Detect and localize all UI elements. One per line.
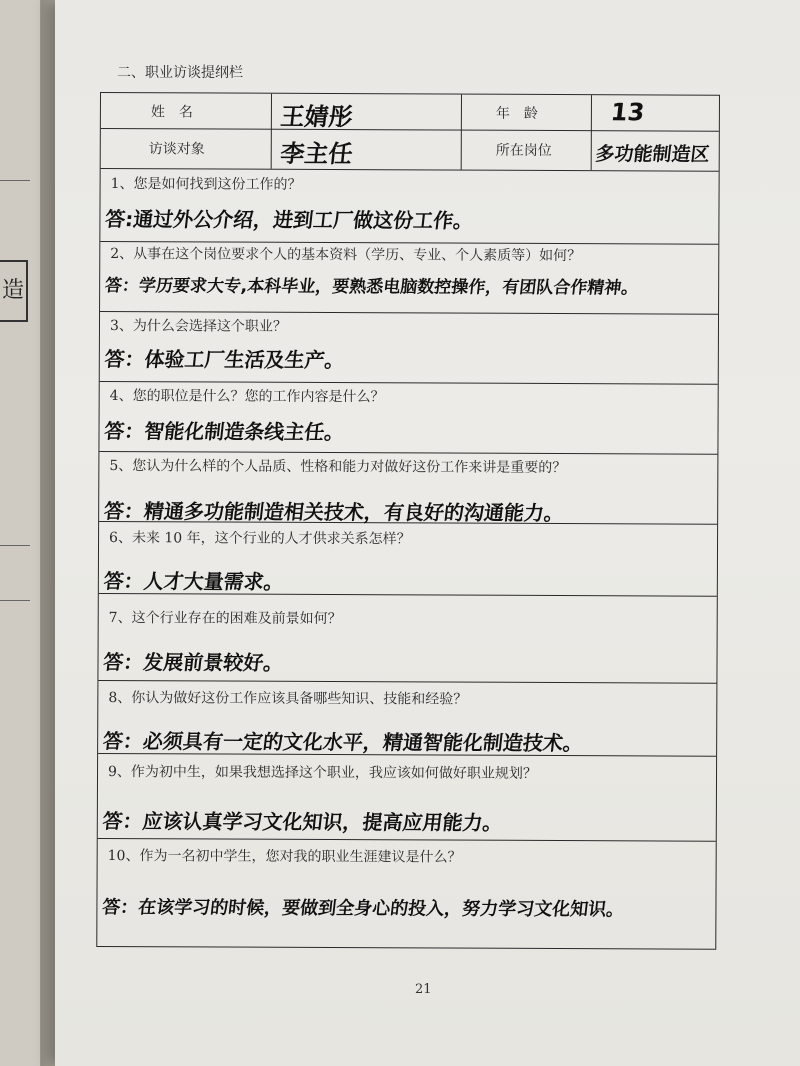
question-1: 1、您是如何找到这份工作的？ bbox=[110, 176, 302, 193]
answer-3[interactable]: 答：体验工厂生活及生产。 bbox=[103, 347, 346, 373]
question-2: 2、从事在这个岗位要求个人的基本资料（学历、专业、个人素质等）如何？ bbox=[110, 246, 582, 265]
answer-7[interactable]: 答：发展前景较好。 bbox=[102, 650, 285, 675]
answer-10[interactable]: 答：在该学习的时候，要做到全身心的投入，努力学习文化知识。 bbox=[101, 897, 626, 921]
question-9: 9、作为初中生，如果我想选择这个职业，我应该如何做好职业规划？ bbox=[107, 764, 537, 782]
name-label: 姓 名 bbox=[150, 104, 193, 121]
interview-target-value[interactable]: 李主任 bbox=[278, 139, 355, 169]
answer-4[interactable]: 答：智能化制造条线主任。 bbox=[103, 419, 346, 445]
post-value[interactable]: 多功能制造区 bbox=[594, 143, 711, 166]
previous-page-edge bbox=[0, 0, 41, 1066]
answer-5[interactable]: 答：精通多功能制造相关技术，有良好的沟通能力。 bbox=[102, 499, 566, 526]
answer-2[interactable]: 答：学历要求大专,本科毕业，要熟悉电脑数控操作，有团队合作精神。 bbox=[103, 276, 640, 299]
question-7: 7、这个行业存在的困难及前景如何？ bbox=[108, 610, 342, 628]
previous-page-char: 造 bbox=[1, 278, 24, 303]
name-value[interactable]: 王婧彤 bbox=[279, 102, 355, 132]
question-6: 6、未来 10 年，这个行业的人才供求关系怎样？ bbox=[109, 530, 411, 548]
section-title: 二、职业访谈提纲栏 bbox=[117, 65, 243, 81]
previous-page-char-box bbox=[0, 260, 28, 322]
page-number: 21 bbox=[415, 982, 432, 997]
age-label: 年 龄 bbox=[495, 105, 538, 122]
question-4: 4、您的职位是什么？您的工作内容是什么？ bbox=[109, 388, 385, 406]
interview-table bbox=[96, 92, 720, 950]
interview-target-label: 访谈对象 bbox=[148, 141, 205, 158]
question-8: 8、你认为做好这份工作应该具备哪些知识、技能和经验？ bbox=[108, 690, 468, 708]
answer-1[interactable]: 答:通过外公介绍，进到工厂做这份工作。 bbox=[103, 207, 475, 233]
post-label: 所在岗位 bbox=[495, 142, 552, 159]
question-5: 5、您认为什么样的个人品质、性格和能力对做好这份工作来讲是重要的？ bbox=[109, 458, 567, 477]
answer-6[interactable]: 答：人才大量需求。 bbox=[102, 569, 286, 594]
question-3: 3、为什么会选择这个职业？ bbox=[109, 318, 287, 335]
answer-8[interactable]: 答：必须具有一定的文化水平，精通智能化制造技术。 bbox=[101, 729, 585, 756]
age-value[interactable]: 13 bbox=[609, 98, 646, 127]
question-10: 10、作为一名初中学生，您对我的职业生涯建议是什么？ bbox=[107, 848, 462, 866]
answer-9[interactable]: 答：应该认真学习文化知识，提高应用能力。 bbox=[101, 809, 504, 835]
